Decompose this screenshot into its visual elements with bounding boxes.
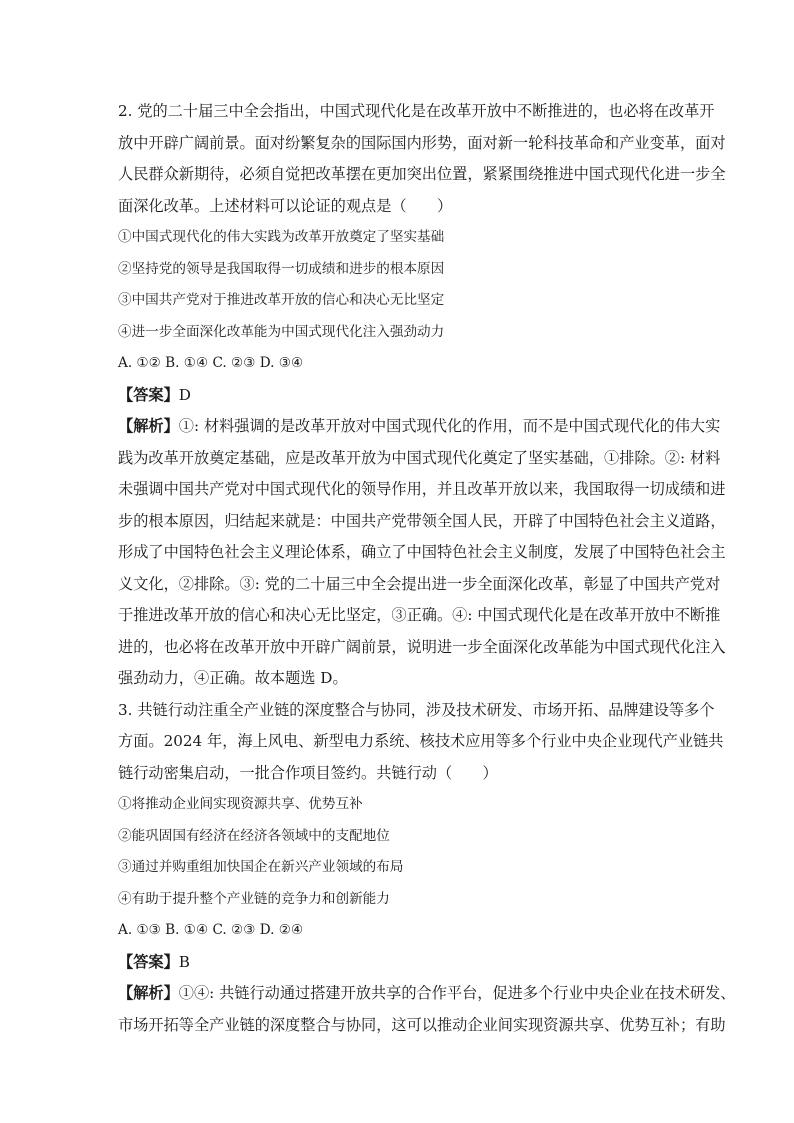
answer-label: 【答案】 bbox=[118, 952, 179, 971]
analysis-text: ①: 材料强调的是改革开放对中国式现代化的作用，而不是中国式现代化的伟大实 bbox=[178, 417, 721, 435]
stem-line: 人民群众新期待，必须自觉把改革摆在更加突出位置，紧紧围绕推进中国式现代化进一步全 bbox=[118, 165, 726, 183]
question-2-option: ①中国式现代化的伟大实践为改革开放奠定了坚实基础 bbox=[118, 229, 445, 245]
analysis-text: ①④: 共链行动通过搭建开放共享的合作平台，促进多个行业中央企业在技术研发、 bbox=[178, 984, 736, 1002]
stem-line: 面深化改革。上述材料可以论证的观点是（ ） bbox=[118, 196, 453, 215]
question-2 bbox=[118, 96, 726, 695]
answer-value: D bbox=[178, 385, 191, 404]
question-2-analysis bbox=[118, 411, 726, 695]
analysis-label: 【解析】 bbox=[118, 984, 179, 1002]
question-3-option: ②能巩固国有经济在经济各领域中的支配地位 bbox=[118, 827, 390, 844]
question-2-option: ④进一步全面深化改革能为中国式现代化注入强劲动力 bbox=[118, 323, 445, 340]
question-2-option: ③中国共产党对于推进改革开放的信心和决心无比坚定 bbox=[118, 292, 445, 308]
analysis-line: 践为改革开放奠定基础，应是改革开放为中国式现代化奠定了坚实基础，①排除。②: 材料 bbox=[118, 448, 721, 467]
question-3-analysis bbox=[118, 978, 736, 1041]
analysis-line: 形成了中国特色社会主义理论体系，确立了中国特色社会主义制度，发展了中国特色社会主 bbox=[118, 543, 726, 561]
stem-line: 链行动密集启动，一批合作项目签约。共链行动（ ） bbox=[118, 763, 498, 782]
question-3-answer bbox=[118, 947, 688, 979]
question-2-choices: A. ①② B. ①④ C. ②③ D. ③④ bbox=[118, 355, 304, 371]
question-3-option: ①将推动企业间实现资源共享、优势互补 bbox=[118, 796, 363, 812]
analysis-line bbox=[118, 411, 721, 443]
question-3-choices: A. ①③ B. ①④ C. ②③ D. ②④ bbox=[118, 922, 304, 938]
answer-label: 【答案】 bbox=[118, 385, 179, 404]
question-2-option: ②坚持党的领导是我国取得一切成绩和进步的根本原因 bbox=[118, 260, 445, 277]
analysis-line: 未强调中国共产党对中国式现代化的领导作用，并且改革开放以来，我国取得一切成绩和进 bbox=[118, 480, 726, 498]
stem-line: 方面。2024 年，海上风电、新型电力系统、核技术应用等多个行业中央企业现代产业链共 bbox=[118, 732, 724, 750]
analysis-label: 【解析】 bbox=[118, 417, 179, 435]
analysis-line: 进的，也必将在改革开放中开辟广阔前景，说明进一步全面深化改革能为中国式现代化注入 bbox=[118, 637, 726, 656]
question-2-stem bbox=[118, 96, 726, 222]
analysis-line: 步的根本原因，归结起来就是：中国共产党带领全国人民，开辟了中国特色社会主义道路， bbox=[118, 511, 726, 530]
stem-line: 2. 党的二十届三中全会指出，中国式现代化是在改革开放中不断推进的，也必将在改革开 bbox=[118, 102, 715, 120]
stem-line: 放中开辟广阔前景。面对纷繁复杂的国际国内形势，面对新一轮科技革命和产业变革，面对 bbox=[118, 133, 726, 152]
page-content bbox=[118, 96, 736, 1041]
answer-value: B bbox=[178, 952, 190, 971]
question-3 bbox=[118, 695, 736, 1042]
analysis-line: 市场开拓等全产业链的深度整合与协同，这可以推动企业间实现资源共享、优势互补；有助 bbox=[118, 1015, 726, 1034]
analysis-line: 义文化，②排除。③: 党的二十届三中全会提出进一步全面深化改革，彰显了中国共产党对 bbox=[118, 574, 721, 593]
stem-line: 3. 共链行动注重全产业链的深度整合与协同，涉及技术研发、市场开拓、品牌建设等多个 bbox=[118, 700, 715, 719]
analysis-line: 强劲动力，④正确。故本题选 D。 bbox=[118, 669, 348, 687]
analysis-line: 于推进改革开放的信心和决心无比坚定，③正确。④: 中国式现代化是在改革开放中不断推 bbox=[118, 606, 721, 624]
question-3-option: ③通过并购重组加快国企在新兴产业领域的布局 bbox=[118, 859, 404, 875]
analysis-line bbox=[118, 978, 736, 1010]
question-3-stem bbox=[118, 695, 724, 790]
question-3-option: ④有助于提升整个产业链的竞争力和创新能力 bbox=[118, 890, 390, 907]
question-2-answer bbox=[118, 380, 688, 412]
